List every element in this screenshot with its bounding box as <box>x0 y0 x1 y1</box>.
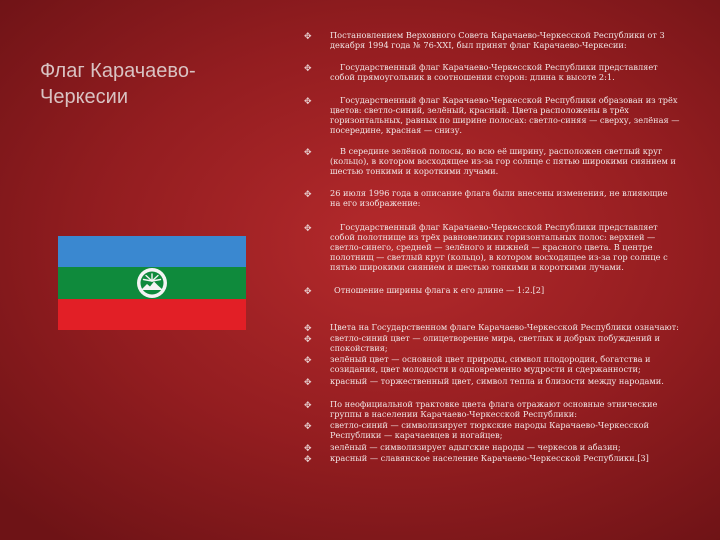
list-item-text: Отношение ширины флага к его длине — 1:2.[2] <box>334 285 545 295</box>
wingding-bullet-icon: ✥ <box>304 401 312 411</box>
wingding-bullet-icon: ✥ <box>304 335 312 345</box>
list-item-text: Государственный флаг Карачаево-Черкесской Республики представляет собой прямоугольник в соотношении сторон: длина к высоте 2:1. <box>330 62 658 82</box>
list-item-text: светло-синий — символизирует тюркские народы Карачаево-Черкесской Республики — карачаевцев и ногайцев; <box>330 420 649 440</box>
wingding-bullet-icon: ✥ <box>304 444 312 454</box>
flag-band-red <box>58 299 246 330</box>
wingding-bullet-icon: ✥ <box>304 455 312 465</box>
list-item-text: Государственный флаг Карачаево-Черкесской Республики представляет собой полотнище из трёх равновеликих горизонтальных полос: верхней — светло-синего, средней — зелёного и нижней — красного цвета. В центре полотнищ — светлый круг (кольцо), в котором восходящее из-за гор солнце с пятью широкими сиянием и шестью тонкими и короткими лучами. <box>330 222 668 272</box>
list-item-text: Государственный флаг Карачаево-Черкесской Республики образован из трёх цветов: светло-синий, зелёный, красный. Цвета расположены в трёх горизонтальных, равных по ширине полосах: светло-синяя — сверху, зелёная — посередине, красная — снизу. <box>330 95 680 135</box>
wingding-bullet-icon: ✥ <box>304 422 312 432</box>
wingding-bullet-icon: ✥ <box>304 287 312 297</box>
wingding-bullet-icon: ✥ <box>304 356 312 366</box>
list-item-text: 26 июля 1996 года в описание флага были внесены изменения, не влияющие на его изображение: <box>330 188 668 208</box>
list-item-text: По неофициальной трактовке цвета флага отражают основные этнические группы в населении Карачаево-Черкесской Республики: <box>330 399 658 419</box>
wingding-bullet-icon: ✥ <box>304 148 312 158</box>
wingding-bullet-icon: ✥ <box>304 324 312 334</box>
wingding-bullet-icon: ✥ <box>304 32 312 42</box>
list-item-text: зелёный цвет — основной цвет природы, символ плодородия, богатства и созидания, цвет молодости и одновременно мудрости и сдержанности; <box>330 354 651 374</box>
wingding-bullet-icon: ✥ <box>304 224 312 234</box>
list-item-text: зелёный — символизирует адыгские народы — черкесов и абазин; <box>330 442 621 452</box>
list-item-text: Цвета на Государственном флаге Карачаево-Черкесской Республики означают: <box>330 322 679 332</box>
wingding-bullet-icon: ✥ <box>304 64 312 74</box>
list-item-text: В середине зелёной полосы, во всю её ширину, расположен светлый круг (кольцо), в котором восходящее из-за гор солнце с пятью широкими сиянием и шестью тонкими и короткими лучами. <box>330 146 676 176</box>
wingding-bullet-icon: ✥ <box>304 378 312 388</box>
list-item-text: красный — славянское население Карачаево-Черкесской Республики.[3] <box>330 453 649 463</box>
wingding-bullet-icon: ✥ <box>304 190 312 200</box>
slide-title: Флаг Карачаево-Черкесии <box>40 60 196 108</box>
list-item-text: красный — торжественный цвет, символ тепла и близости между народами. <box>330 376 664 386</box>
list-item-text: светло-синий цвет — олицетворение мира, светлых и добрых побуждений и спокойствия; <box>330 333 660 353</box>
flag-band-blue <box>58 236 246 267</box>
list-item-text: Постановлением Верховного Совета Карачаево-Черкесской Республики от 3 декабря 1994 года № 76-XXI, был принят флаг Карачаево-Черкесии: <box>330 30 665 50</box>
wingding-bullet-icon: ✥ <box>304 97 312 107</box>
karachay-cherkessia-flag <box>58 236 246 330</box>
sun-over-mountains-emblem-icon <box>135 266 169 300</box>
